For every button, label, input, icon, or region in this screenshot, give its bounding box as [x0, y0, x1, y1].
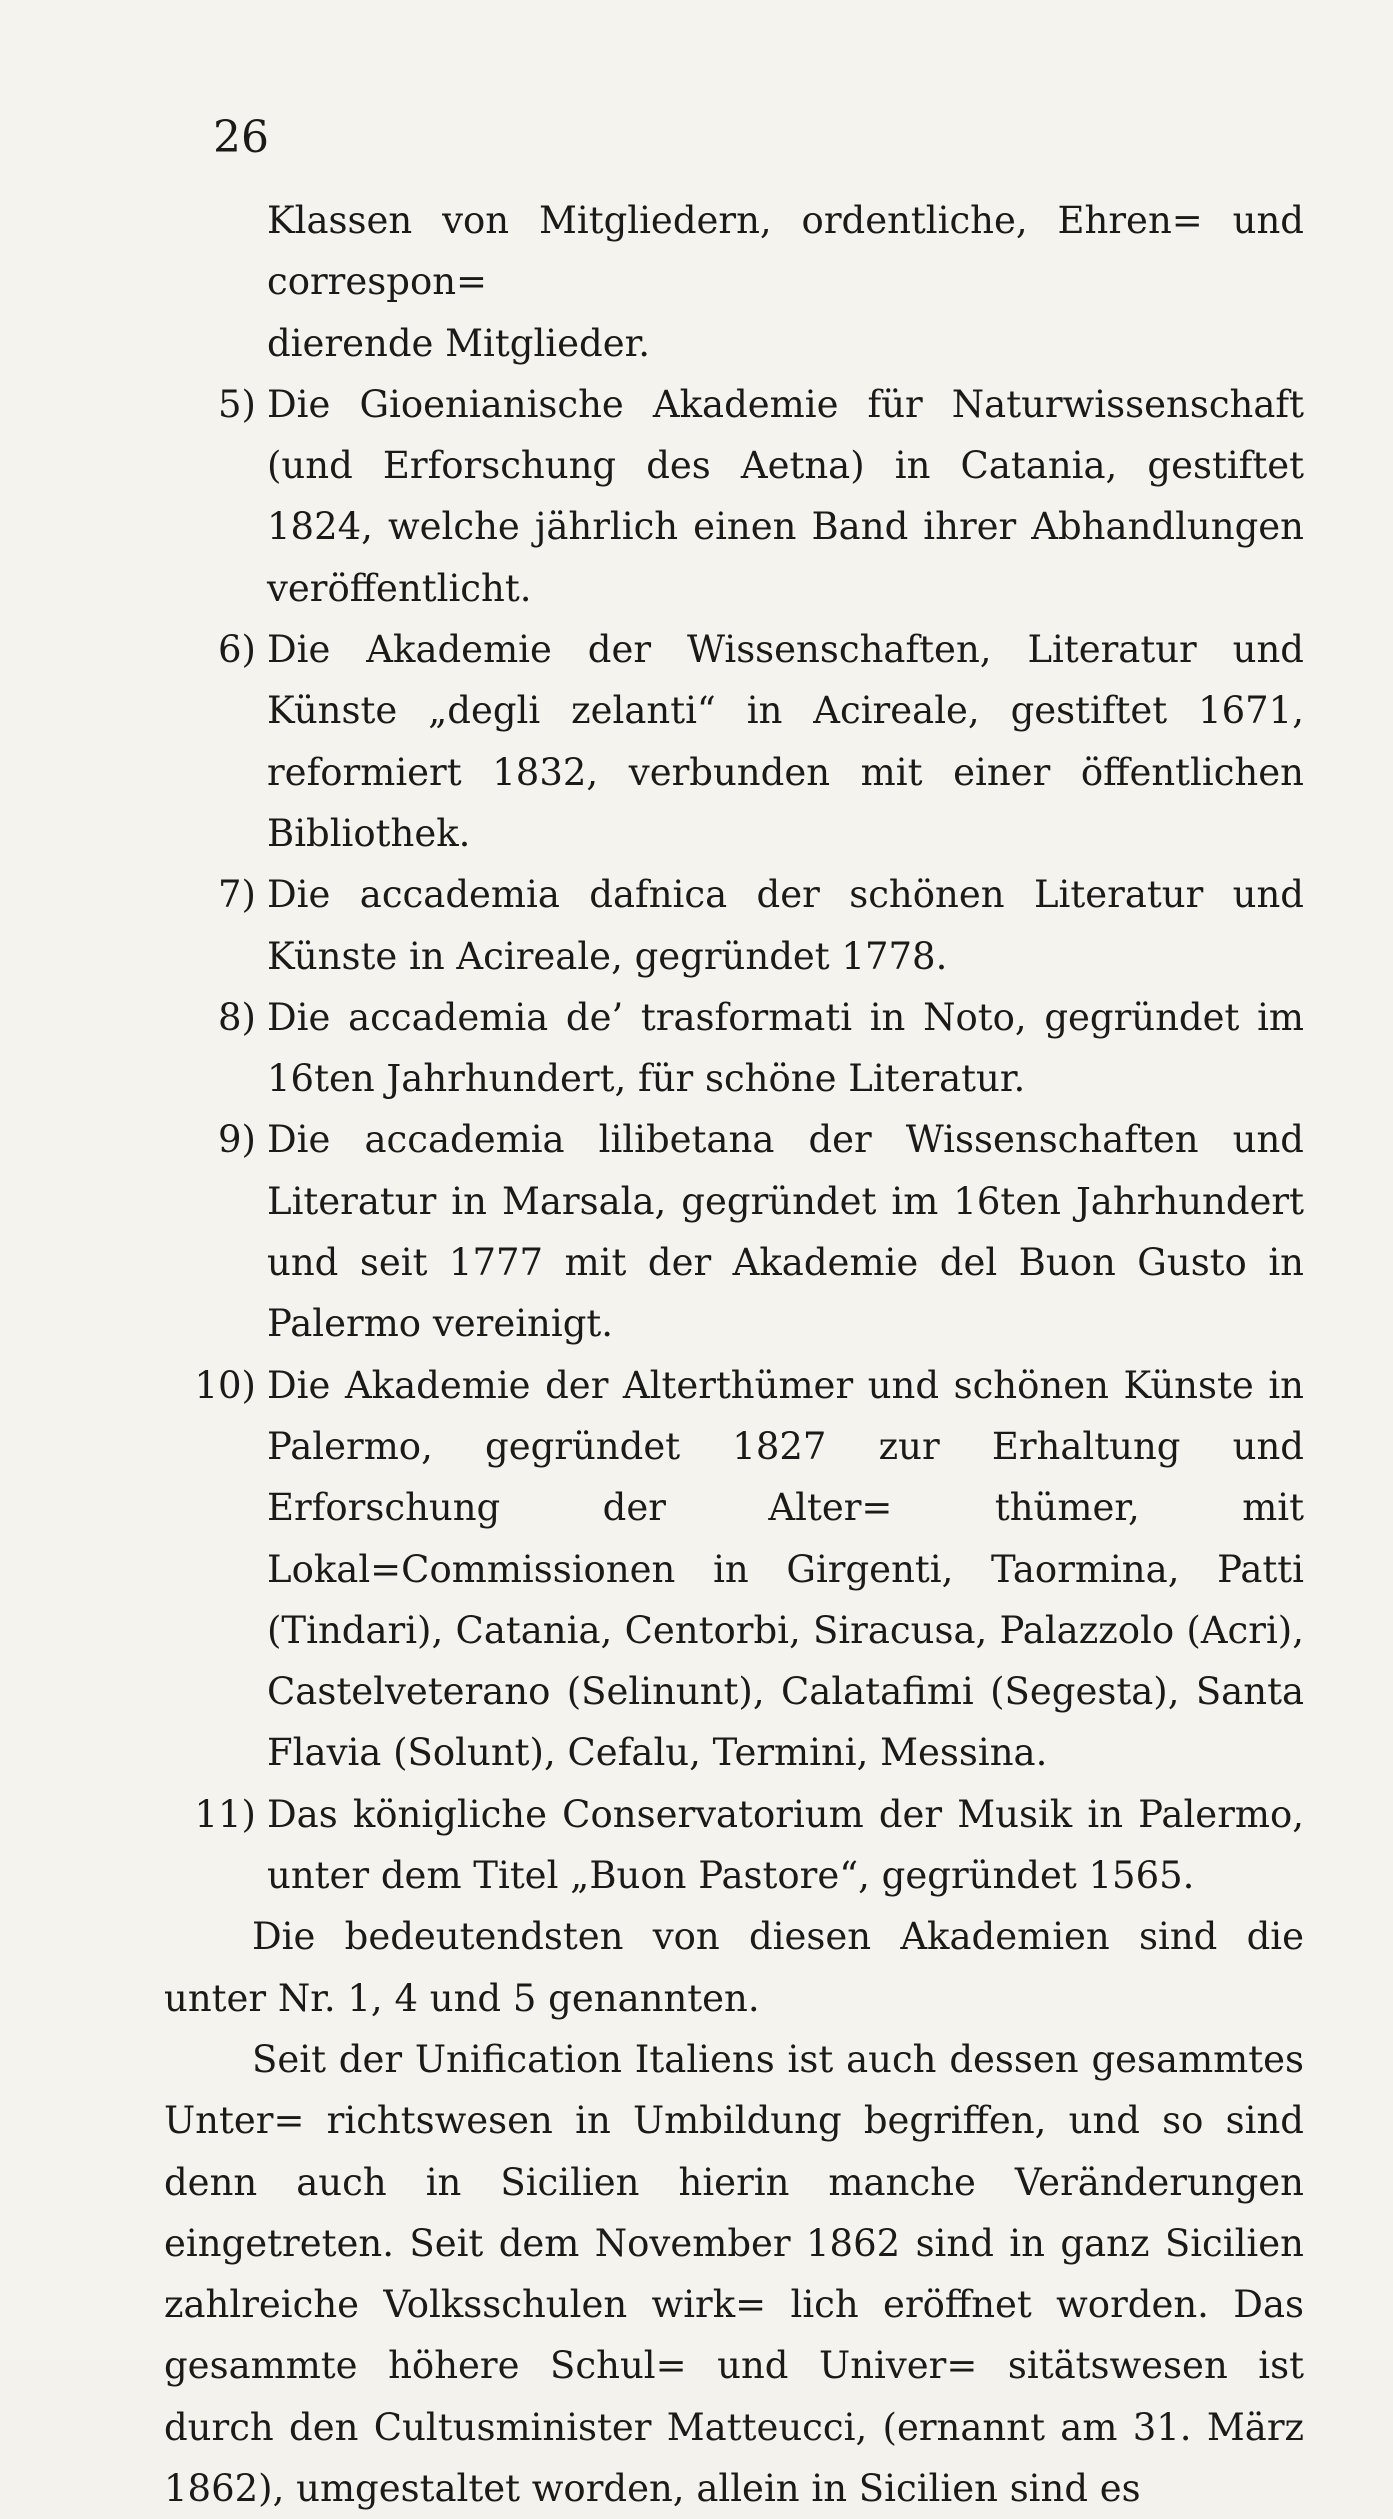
- lead-line-1: Klassen von Mitgliedern, ordentliche, Ehren= und correspon=: [267, 199, 1304, 304]
- list-item: [164, 1784, 1304, 1907]
- list-item-number: 6): [218, 628, 256, 672]
- list-item-text: Das königliche Conservatorium der Musik in Palermo, unter dem Titel „Buon Pastore“, gegründet 1565.: [267, 1792, 1304, 1898]
- list-item-text: Die Akademie der Alterthümer und schönen Künste in Palermo, gegründet 1827 zur Erhaltung und Erforschung der Alter= thümer, mit Lokal=Commissionen in Girgenti, Taormina, Patti (Tindari), Catania, Centorbi, Siracusa, Palazzolo (Acri), Castelveterano (Selinunt), Calatafimi (Segesta), Santa Flavia (Solunt), Cefalu, Termini, Messina.: [267, 1363, 1304, 1775]
- list-item-text: Die Gioenianische Akademie für Naturwissenschaft (und Erforschung des Aetna) in Catania, gestiftet 1824, welche jährlich einen Band ihrer Abhandlungen veröffentlicht.: [267, 382, 1304, 610]
- list-item-number: 10): [194, 1363, 256, 1407]
- list-item: [164, 374, 1304, 619]
- list-item-number: 9): [218, 1118, 256, 1162]
- lead-line-2: dierende Mitglieder.: [267, 321, 650, 365]
- list-item: [164, 987, 1304, 1110]
- paragraph: Die bedeutendsten von diesen Akademien sind die unter Nr. 1, 4 und 5 genannten.: [164, 1915, 1304, 2020]
- list-item-number: 8): [218, 995, 256, 1039]
- list-item-text: Die accademia dafnica der schönen Literatur und Künste in Acireale, gegründet 1778.: [267, 873, 1304, 978]
- list-item-number: 11): [194, 1792, 256, 1836]
- list-item: [164, 619, 1304, 864]
- list-item: [164, 1355, 1304, 1784]
- list-item-number: 7): [218, 873, 256, 917]
- list-item-text: Die accademia de’ trasformati in Noto, gegründet im 16ten Jahrhundert, für schöne Literatur.: [267, 995, 1304, 1101]
- list-item: [164, 864, 1304, 987]
- paragraph: Seit der Unification Italiens ist auch dessen gesammtes Unter= richtswesen in Umbildung begriffen, und so sind denn auch in Sicilien hierin manche Veränderungen eingetreten. Seit dem November 1862 sind in ganz Sicilien zahlreiche Volksschulen wirk= lich eröffnet worden. Das gesammte höhere Schul= und Univer= sitätswesen ist durch den Cultusminister Matteucci, (ernannt am 31. März 1862), umgestaltet worden, allein in Sicilien sind es: [164, 2037, 1304, 2510]
- list-item: [164, 1109, 1304, 1354]
- body-text: [164, 190, 1304, 2519]
- page-number: 26: [213, 112, 269, 163]
- list-item-number: 5): [218, 382, 256, 426]
- list-item-text: Die accademia lilibetana der Wissenschaften und Literatur in Marsala, gegründet im 16ten Jahrhundert und seit 1777 mit der Akademie del Buon Gusto in Palermo vereinigt.: [267, 1118, 1304, 1346]
- list-item-text: Die Akademie der Wissenschaften, Literatur und Künste „degli zelanti“ in Acireale, gestiftet 1671, reformiert 1832, verbunden mit einer öffentlichen Bibliothek.: [267, 628, 1304, 855]
